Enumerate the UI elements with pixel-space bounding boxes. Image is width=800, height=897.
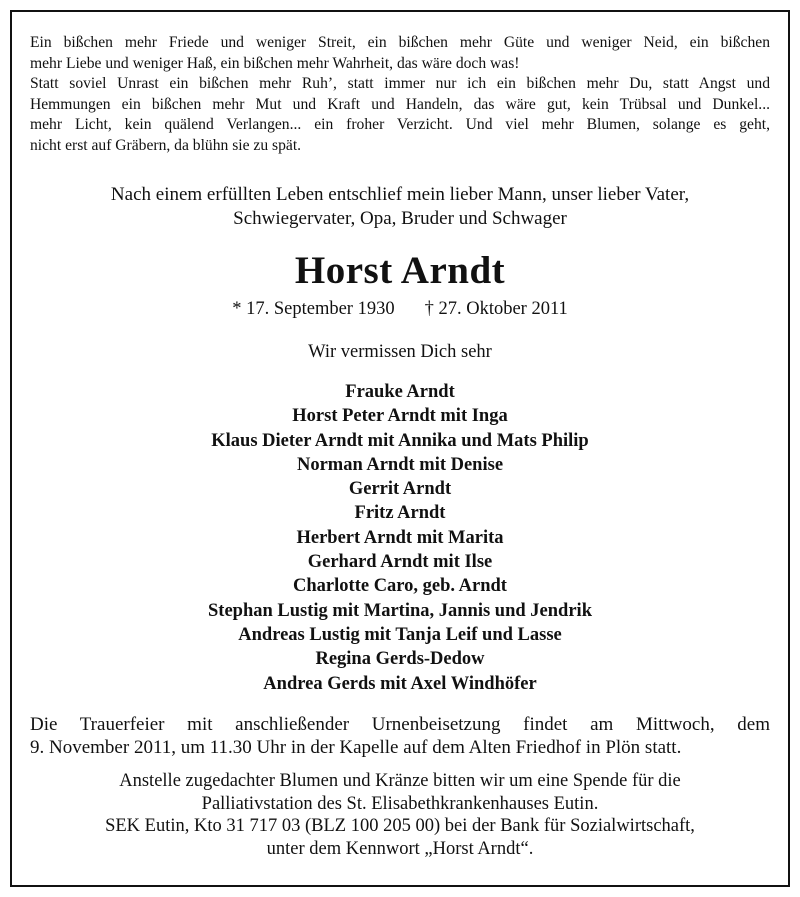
miss-text: Wir vermissen Dich sehr xyxy=(308,342,492,362)
mourner-name: Gerrit Arndt xyxy=(348,479,452,500)
mourner-name: Charlotte Caro, geb. Arndt xyxy=(293,576,507,597)
mourner-name: Herbert Arndt mit Marita xyxy=(296,527,504,548)
funeral-line: 9. November 2011, um 11.30 Uhr in der Kapelle auf dem Alten Friedhof in Plön statt. xyxy=(30,737,682,758)
mourner-name: Fritz Arndt xyxy=(354,503,446,524)
deceased-name: Horst Arndt xyxy=(294,249,506,292)
mourner-name: Regina Gerds-Dedow xyxy=(315,649,485,670)
donation-line: Palliativstation des St. Elisabethkrankenhauses Eutin. xyxy=(201,793,599,814)
poem-line: Hemmungen ein bißchen mehr Mut und Kraft und Handeln, das wäre gut, kein Trübsal und Dunkel... xyxy=(30,95,770,113)
mourner-name: Frauke Arndt xyxy=(345,382,455,402)
mourner-name: Andrea Gerds mit Axel Windhöfer xyxy=(263,673,537,694)
donation-line: unter dem Kennwort „Horst Arndt“. xyxy=(266,838,534,859)
funeral-line: Die Trauerfeier mit anschließender Urnenbeisetzung findet am Mittwoch, dem xyxy=(30,714,770,735)
mourners-list xyxy=(0,380,800,696)
funeral-details xyxy=(30,713,770,759)
mourner-name: Norman Arndt mit Denise xyxy=(296,454,504,475)
death-date: † 27. Oktober 2011 xyxy=(424,299,568,319)
poem-line: mehr Liebe und weniger Haß, ein bißchen mehr Wahrheit, das wäre doch was! xyxy=(30,54,520,72)
mourner-name: Gerhard Arndt mit Ilse xyxy=(307,552,493,573)
poem-line: Statt soviel Unrast ein bißchen mehr Ruh’, statt immer nur ich ein bißchen mehr Du, statt Angst und xyxy=(30,75,770,92)
donation-line: SEK Eutin, Kto 31 717 03 (BLZ 100 205 00) bei der Bank für Sozialwirtschaft, xyxy=(105,816,695,836)
poem-line: mehr Licht, kein quälend Verlangen... ein froher Verzicht. Und viel mehr Blumen, solange es geht, xyxy=(30,116,770,133)
poem-line: nicht erst auf Gräbern, da blühn sie zu spät. xyxy=(30,136,302,154)
intro-line: Schwiegervater, Opa, Bruder und Schwager xyxy=(233,208,567,229)
mourner-name: Andreas Lustig mit Tanja Leif und Lasse xyxy=(238,624,562,645)
mourner-name: Stephan Lustig mit Martina, Jannis und Jendrik xyxy=(208,600,592,621)
donation-request xyxy=(30,770,770,860)
donation-line: Anstelle zugedachter Blumen und Kränze bitten wir um eine Spende für die xyxy=(119,771,681,791)
intro-line: Nach einem erfüllten Leben entschlief mein lieber Mann, unser lieber Vater, xyxy=(110,184,690,205)
poem-line: Ein bißchen mehr Friede und weniger Streit, ein bißchen mehr Güte und weniger Neid, ein bißchen xyxy=(30,34,770,51)
mourner-name: Horst Peter Arndt mit Inga xyxy=(292,406,508,427)
life-dates xyxy=(0,298,800,320)
mourner-name: Klaus Dieter Arndt mit Annika und Mats Philip xyxy=(211,430,589,451)
poem-text xyxy=(30,33,770,156)
announcement-intro xyxy=(30,183,770,231)
birth-date: * 17. September 1930 xyxy=(232,299,395,319)
